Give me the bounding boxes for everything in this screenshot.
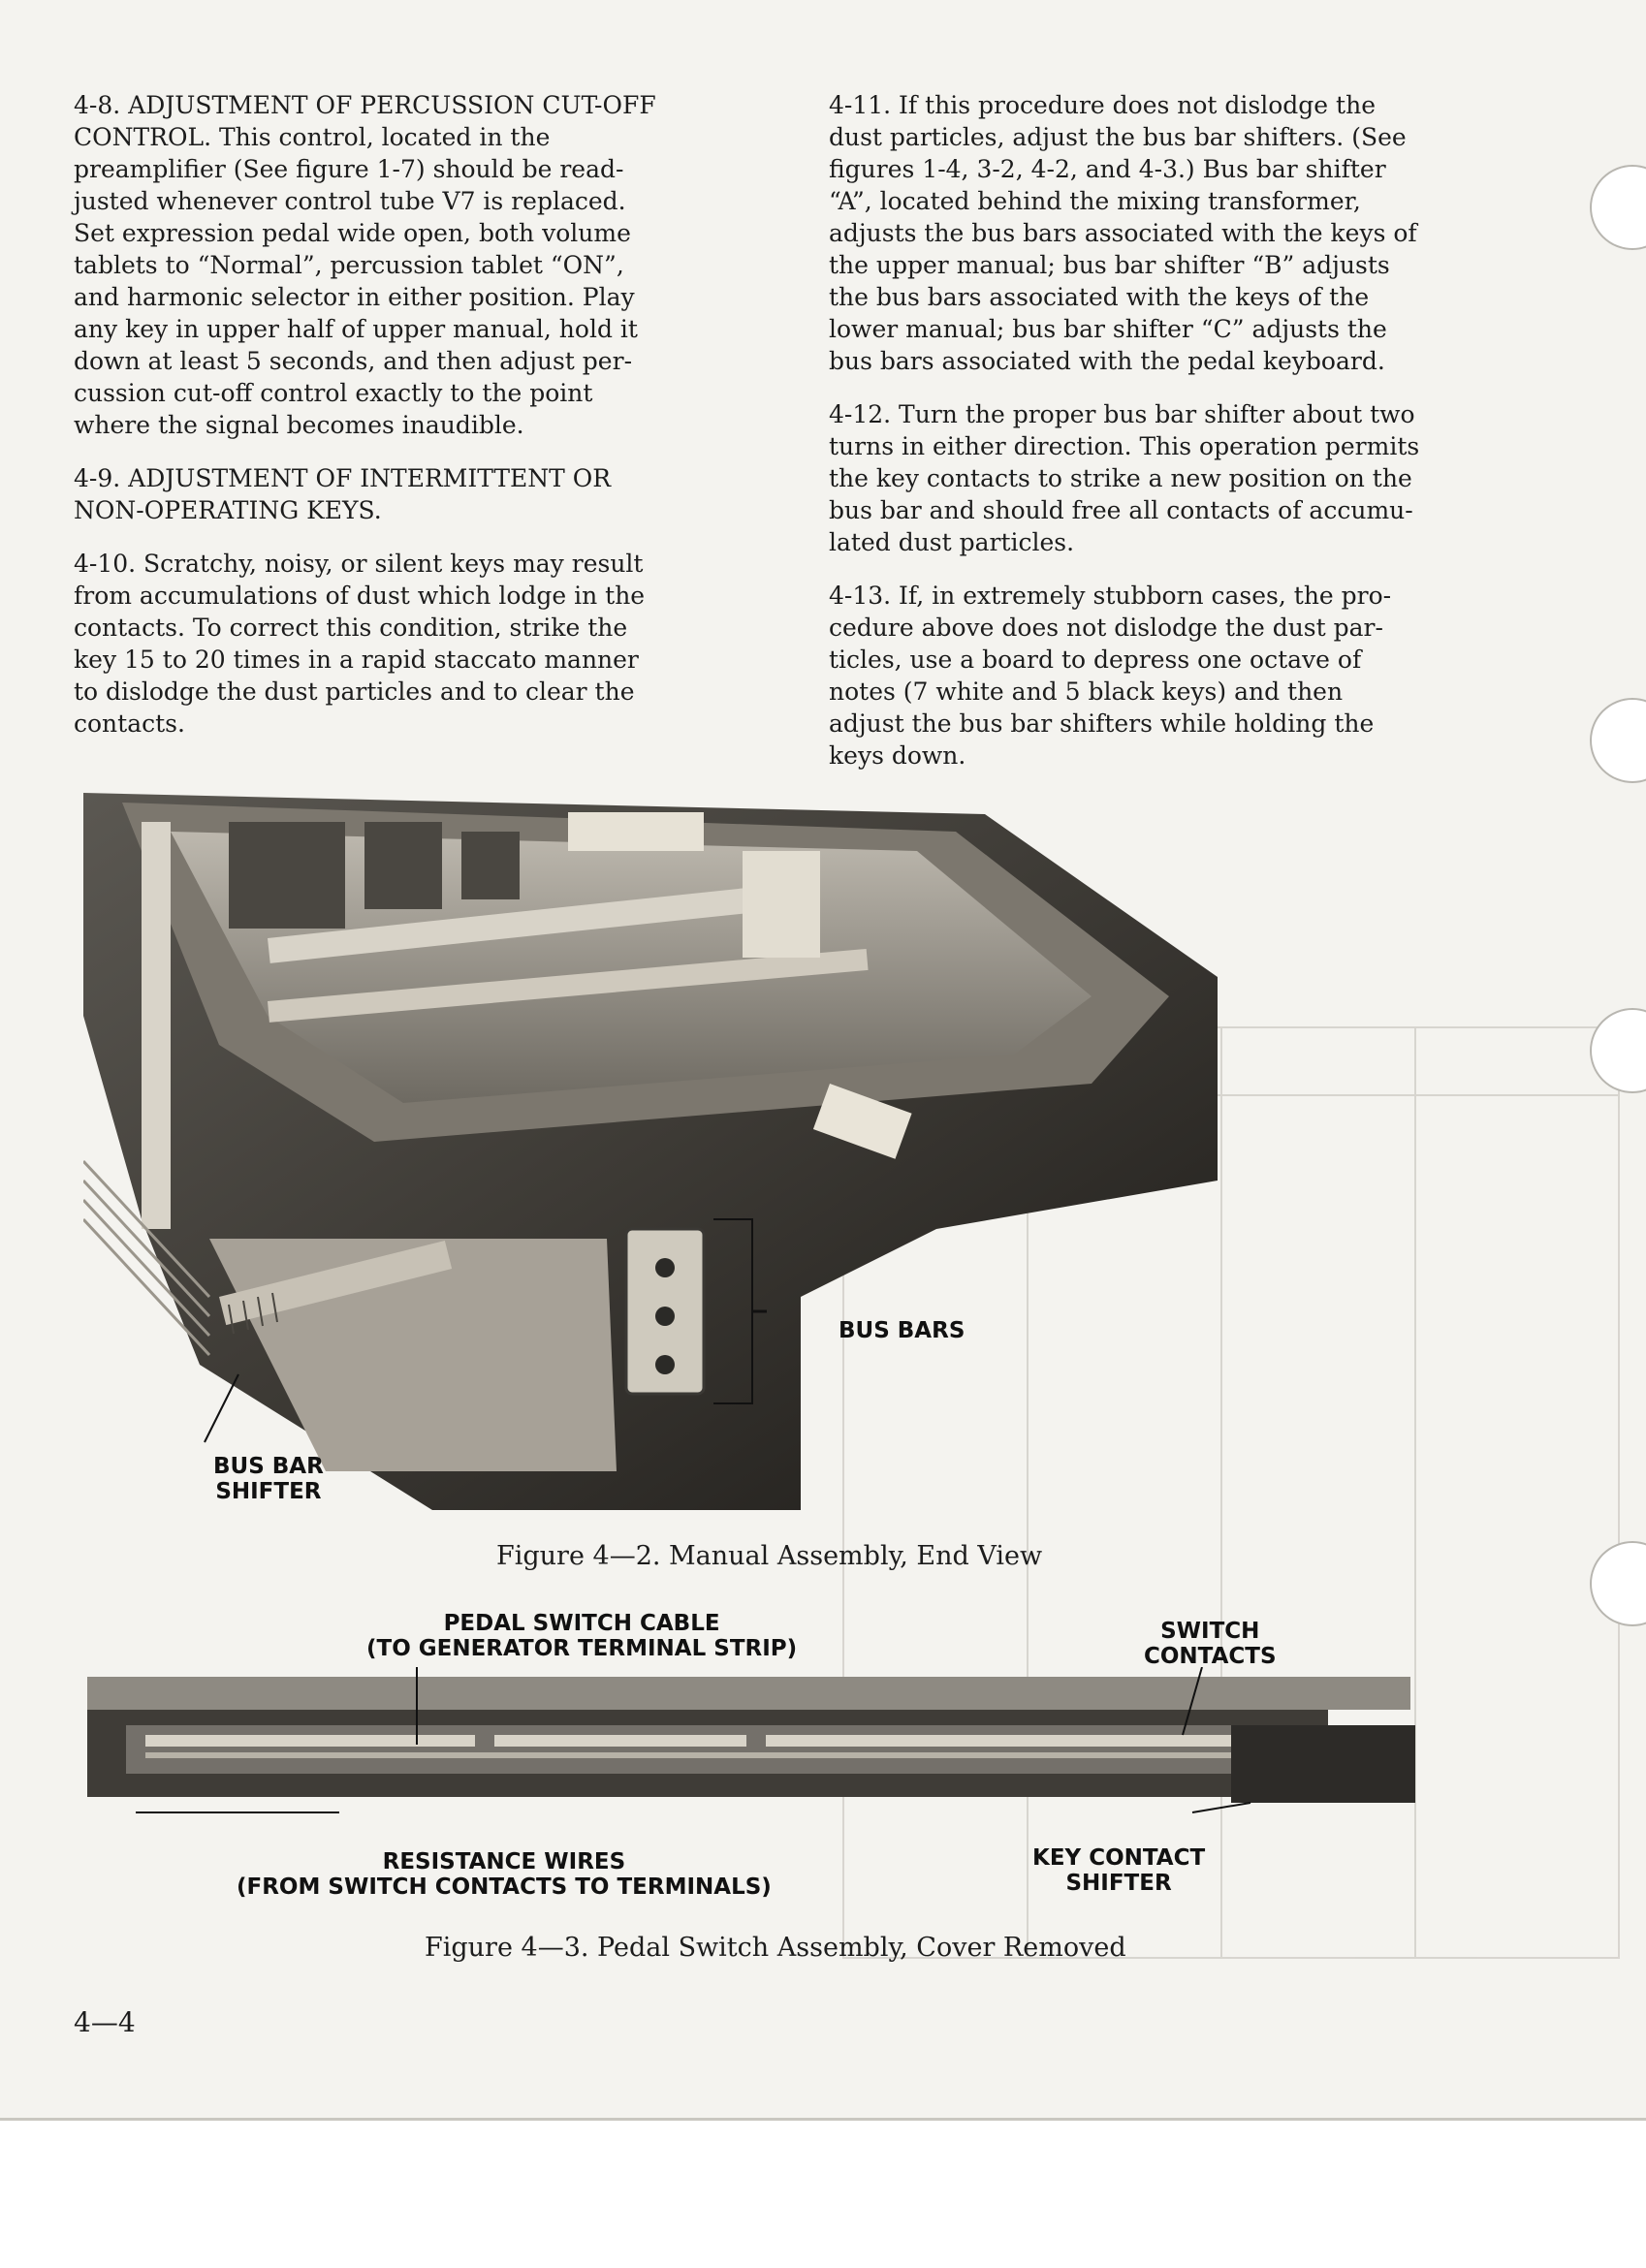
label-pedal-switch-cable bbox=[366, 1611, 797, 1661]
figure-4-2-photo bbox=[83, 793, 1218, 1510]
paragraph-4-11: 4-11. If this procedure does not dislodge the dust particles, adjust the bus bar shifters. (See figures 1-4, 3-2, 4-2, and 4-3.) Bus bar shifter “A”, located behind the mixing transformer, adjusts the bus bars associated with the keys of the upper manual; bus bar shifter “B” adjusts the bus bars associated with the keys of the lower manual; bus bar shifter “C” adjusts the bus bars associated with the pedal keyboard. bbox=[829, 91, 1417, 375]
label-resistance-line1: RESISTANCE WIRES bbox=[382, 1849, 626, 1874]
paragraph-4-10: 4-10. Scratchy, noisy, or silent keys may result from accumulations of dust which lodge in the contacts. To correct this condition, strike the key 15 to 20 times in a rapid staccato manner to dislodge the dust particles and to clear the contacts. bbox=[74, 550, 646, 738]
figure-4-2-caption: Figure 4—2. Manual Assembly, End View bbox=[496, 1541, 1043, 1571]
label-key-contact-line2: SHIFTER bbox=[1065, 1871, 1172, 1896]
label-key-contact-line1: KEY CONTACT bbox=[1032, 1845, 1206, 1871]
label-bus-bars bbox=[839, 1318, 965, 1343]
label-pedal-cable-line2: (TO GENERATOR TERMINAL STRIP) bbox=[366, 1636, 798, 1661]
label-bus-bar-shifter-line2: SHIFTER bbox=[215, 1479, 322, 1504]
label-switch-contacts-line1: SWITCH bbox=[1160, 1619, 1260, 1644]
label-switch-contacts bbox=[1144, 1619, 1277, 1669]
paragraph-4-13: 4-13. If, in extremely stubborn cases, the procedure above does not dislodge the dust particles, use a board to depress one octave of notes (7 white and 5 black keys) and then adjust the bus bar shifters while holding the keys down. bbox=[829, 582, 1392, 770]
label-resistance-line2: (FROM SWITCH CONTACTS TO TERMINALS) bbox=[237, 1874, 772, 1900]
figure-4-3-caption: Figure 4—3. Pedal Switch Assembly, Cover Removed bbox=[425, 1933, 1126, 1963]
label-bus-bar-shifter bbox=[213, 1454, 324, 1504]
page-number: 4—4 bbox=[74, 2006, 136, 2038]
scan-background bbox=[0, 2121, 1646, 2268]
heading-4-9: 4-9. ADJUSTMENT OF INTERMITTENT OR NON-OPERATING KEYS. bbox=[74, 464, 612, 524]
paragraph-4-8: 4-8. ADJUSTMENT OF PERCUSSION CUT-OFF CONTROL. This control, located in the preamplifier (See figure 1-7) should be readjusted whenever control tube V7 is replaced. Set expression pedal wide open, both volume tablets to “Normal”, percussion tablet “ON”, and harmonic selector in either position. Play any key in upper half of upper manual, hold it down at least 5 seconds, and then adjust percussion cut-off control exactly to the point where the signal becomes inaudible. bbox=[74, 91, 656, 439]
label-pedal-cable-line1: PEDAL SWITCH CABLE bbox=[443, 1611, 720, 1636]
label-key-contact-shifter bbox=[1032, 1845, 1205, 1896]
label-resistance-wires bbox=[237, 1849, 772, 1900]
label-switch-contacts-line2: CONTACTS bbox=[1144, 1644, 1277, 1669]
label-bus-bar-shifter-line1: BUS BAR bbox=[213, 1454, 324, 1479]
left-text-column bbox=[74, 89, 665, 761]
paragraph-4-12: 4-12. Turn the proper bus bar shifter about two turns in either direction. This operation permits the key contacts to strike a new position on the bus bar and should free all contacts of accumulated dust particles. bbox=[829, 400, 1420, 556]
figure-4-3-photo bbox=[87, 1667, 1415, 1822]
label-bus-bars-text: BUS BARS bbox=[839, 1318, 965, 1343]
right-text-column bbox=[829, 89, 1420, 793]
